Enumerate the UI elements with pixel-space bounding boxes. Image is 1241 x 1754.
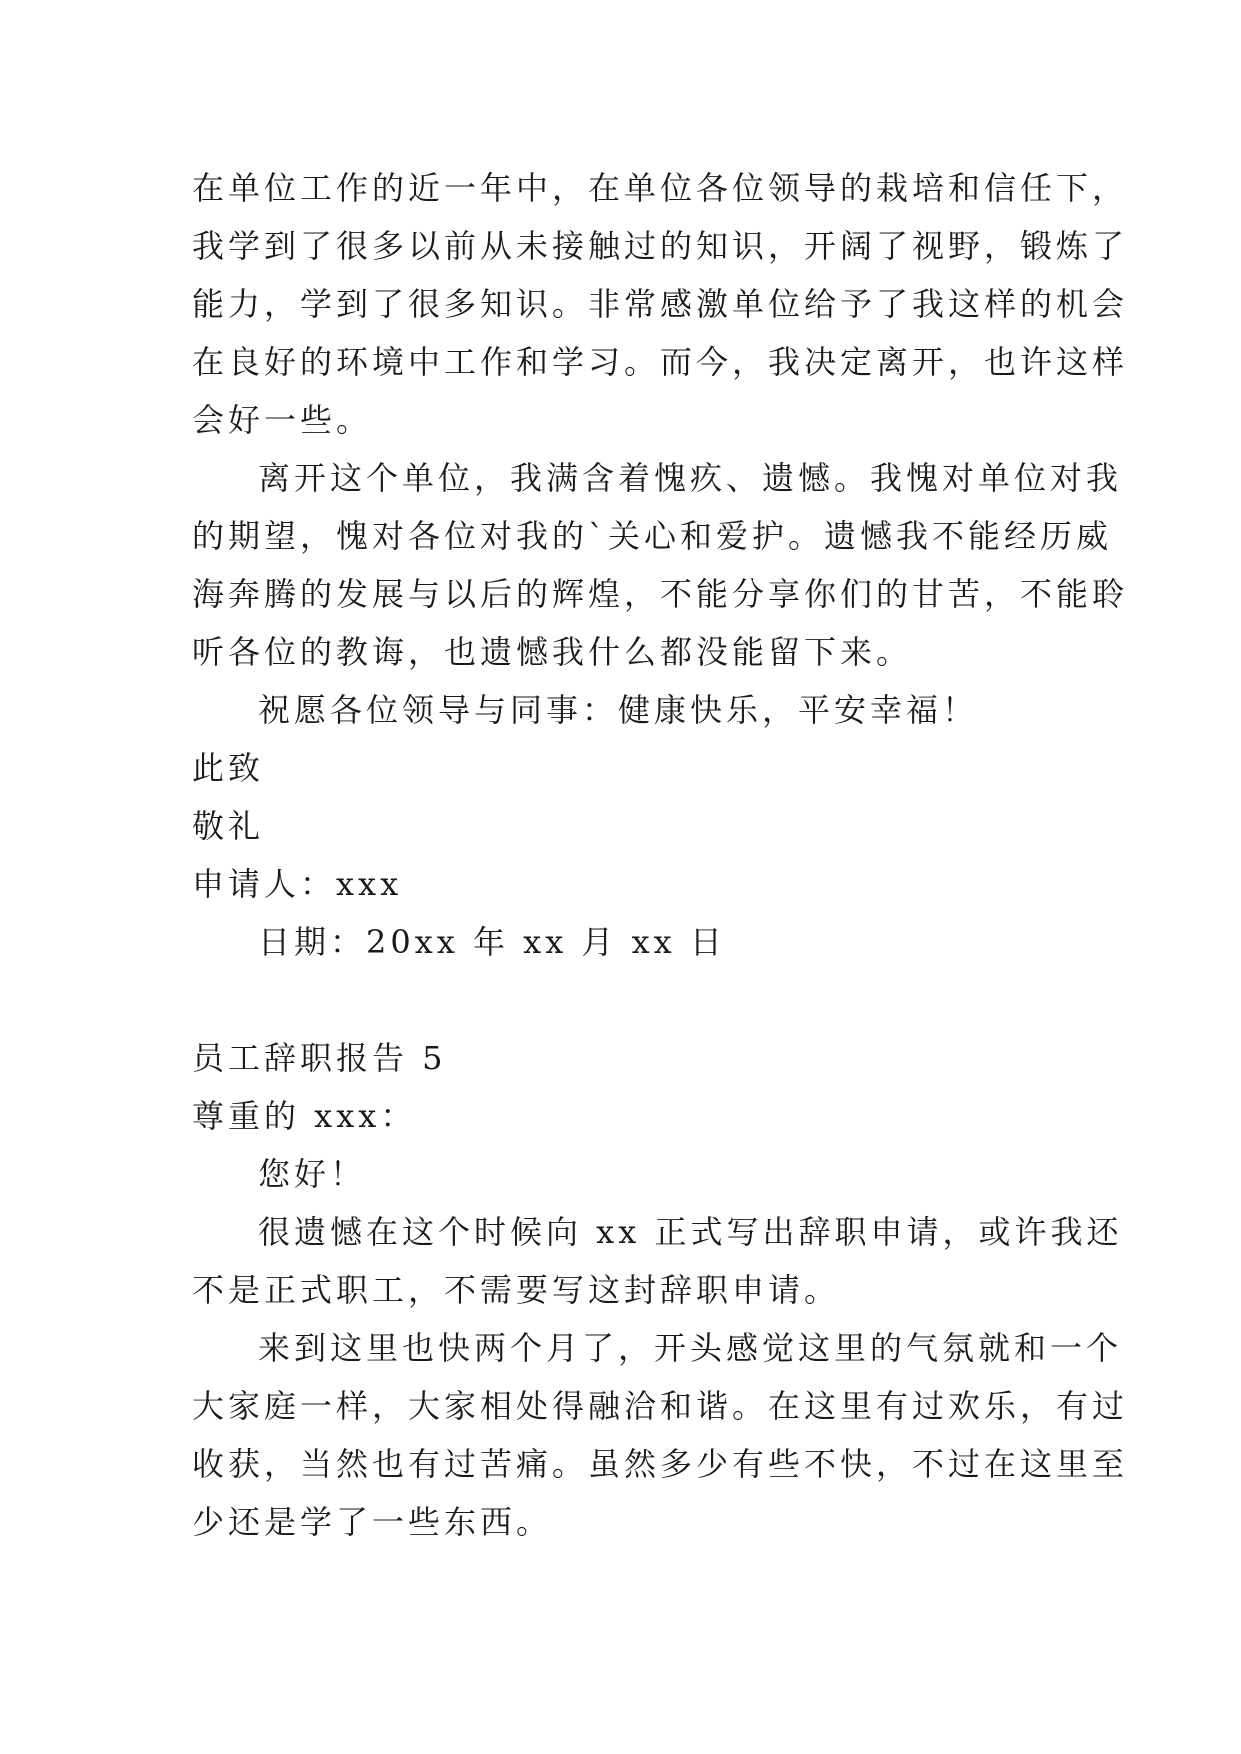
paragraph-line: 我学到了很多以前从未接触过的知识，开阔了视野，锻炼了 [192,227,1129,265]
paragraph-line: 大家庭一样，大家相处得融洽和谐。在这里有过欢乐，有过 [192,1387,1129,1425]
salutation-line: 尊重的 xxx： [192,1097,417,1135]
paragraph-line: 在单位工作的近一年中，在单位各位领导的栽培和信任下， [192,169,1129,207]
paragraph-line: 不是正式职工，不需要写这封辞职申请。 [192,1271,841,1309]
section-title: 员工辞职报告 5 [192,1039,447,1077]
paragraph-line: 海奔腾的发展与以后的辉煌，不能分享你们的甘苦，不能聆 [192,575,1129,613]
paragraph-line: 收获，当然也有过苦痛。虽然多少有些不快，不过在这里至 [192,1445,1129,1483]
greeting-line: 您好！ [258,1155,367,1193]
closing-line: 敬礼 [192,807,265,845]
paragraph-line: 听各位的教诲，也遗憾我什么都没能留下来。 [192,633,913,671]
wishes-line: 祝愿各位领导与同事：健康快乐，平安幸福！ [258,691,979,729]
paragraph-line: 在良好的环境中工作和学习。而今，我决定离开，也许这样 [192,343,1129,381]
paragraph-line: 很遗憾在这个时候向 xx 正式写出辞职申请，或许我还 [258,1213,1123,1251]
paragraph-line: 来到这里也快两个月了，开头感觉这里的气氛就和一个 [258,1329,1123,1367]
closing-line: 此致 [192,749,265,787]
paragraph-line: 离开这个单位，我满含着愧疚、遗憾。我愧对单位对我 [258,459,1123,497]
applicant-line: 申请人：xxx [192,865,403,903]
paragraph-line: 会好一些。 [192,401,373,439]
date-line: 日期：20xx 年 xx 月 xx 日 [258,923,726,961]
paragraph-line: 能力，学到了很多知识。非常感激单位给予了我这样的机会 [192,285,1129,323]
paragraph-line: 少还是学了一些东西。 [192,1503,553,1541]
paragraph-line: 的期望，愧对各位对我的`关心和爱护。遗憾我不能经历威 [192,517,1113,555]
